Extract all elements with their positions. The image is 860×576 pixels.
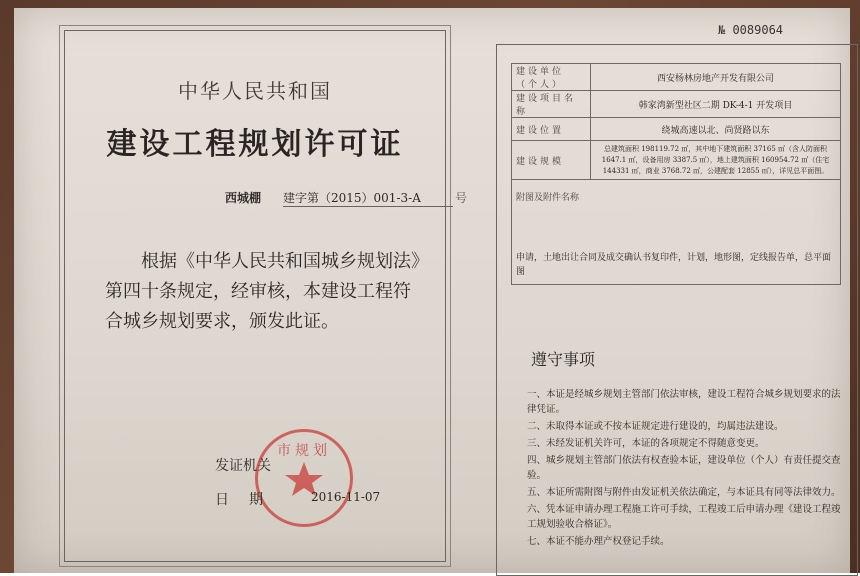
rules-list — [527, 387, 849, 551]
right-panel — [496, 44, 858, 576]
rule-item: 六、凭本证申请办理工程施工许可手续，工程竣工后申请办理《建设工程竣工规划验收合格证》。 — [527, 504, 841, 530]
certificate-sheet — [14, 8, 850, 573]
row-value: 韩家湾新型社区二期 DK-4-1 开发项目 — [591, 91, 841, 118]
rule-item: 七、本证不能办理产权登记手续。 — [527, 536, 670, 547]
ref-number: 建字第（2015）001-3-A — [283, 189, 453, 207]
date-label: 日期 — [215, 492, 283, 508]
table-row — [512, 118, 841, 141]
row-value: 总建筑面积 198119.72 ㎡，其中地下建筑面积 37165 ㎡（含人防面积 1647.1 ㎡，设备用房 3387.5 ㎡），地上建筑面积 160954.72 ㎡（住宅 144331 ㎡，商业 3768.72 ㎡，公建配套 12855 ㎡），详见总平面图。 — [591, 141, 841, 180]
rule-item: 二、未取得本证或不按本证规定进行建设的，均属违法建设。 — [527, 421, 784, 432]
attachments-row — [512, 180, 841, 285]
certificate-title: 建设工程规划许可证 — [106, 127, 404, 162]
rule-item: 三、未经发证机关许可，本证的各项规定不得随意变更。 — [527, 438, 765, 449]
row-key: 建设位置 — [512, 118, 591, 141]
ref-suffix: 号 — [455, 191, 468, 205]
rule-item: 四、城乡规划主管部门依法有权查验本证，建设单位（个人）有责任提交查验。 — [527, 455, 841, 481]
row-value: 绕城高速以北、尚贤路以东 — [591, 118, 841, 141]
table-row — [512, 64, 841, 91]
info-table — [511, 63, 841, 285]
ref-org: 西城棚 — [225, 191, 262, 205]
row-key: 建设单位（个人） — [512, 64, 591, 91]
row-key: 建设项目名称 — [512, 91, 591, 118]
date-value: 2016-11-07 — [311, 490, 381, 504]
row-value: 西安杨林房地产开发有限公司 — [591, 64, 841, 91]
rule-item: 一、本证是经城乡规划主管部门依法审核，建设工程符合城乡规划要求的法律凭证。 — [527, 389, 841, 415]
row-key: 建设规模 — [512, 141, 591, 180]
attachments-note: 申请，土地出让合同及成交确认书复印件，计划，地形图，定线报告单，总平面图 — [516, 252, 832, 277]
rule-item: 五、本证所需附图与附件由发证机关依法确定，与本证具有同等法律效力。 — [527, 487, 841, 498]
notice-title: 遵守事项 — [531, 350, 596, 369]
certificate-subtitle: 中华人民共和国 — [178, 79, 332, 103]
issuer-label: 发证机关 — [215, 458, 271, 474]
attachments-label: 附图及附件名称 — [516, 192, 580, 203]
star-icon — [258, 432, 350, 524]
table-row — [512, 91, 841, 118]
official-seal — [255, 429, 353, 527]
serial-number: № 0089064 — [718, 23, 784, 37]
certificate-body: 根据《中华人民共和国城乡规划法》第四十条规定，经审核，本建设工程符合城乡规划要求，颁发此证。 — [105, 251, 420, 332]
table-row — [512, 141, 841, 180]
seal-text: 市规划 — [277, 443, 331, 459]
attachments-cell — [512, 180, 841, 285]
left-panel — [64, 30, 468, 562]
